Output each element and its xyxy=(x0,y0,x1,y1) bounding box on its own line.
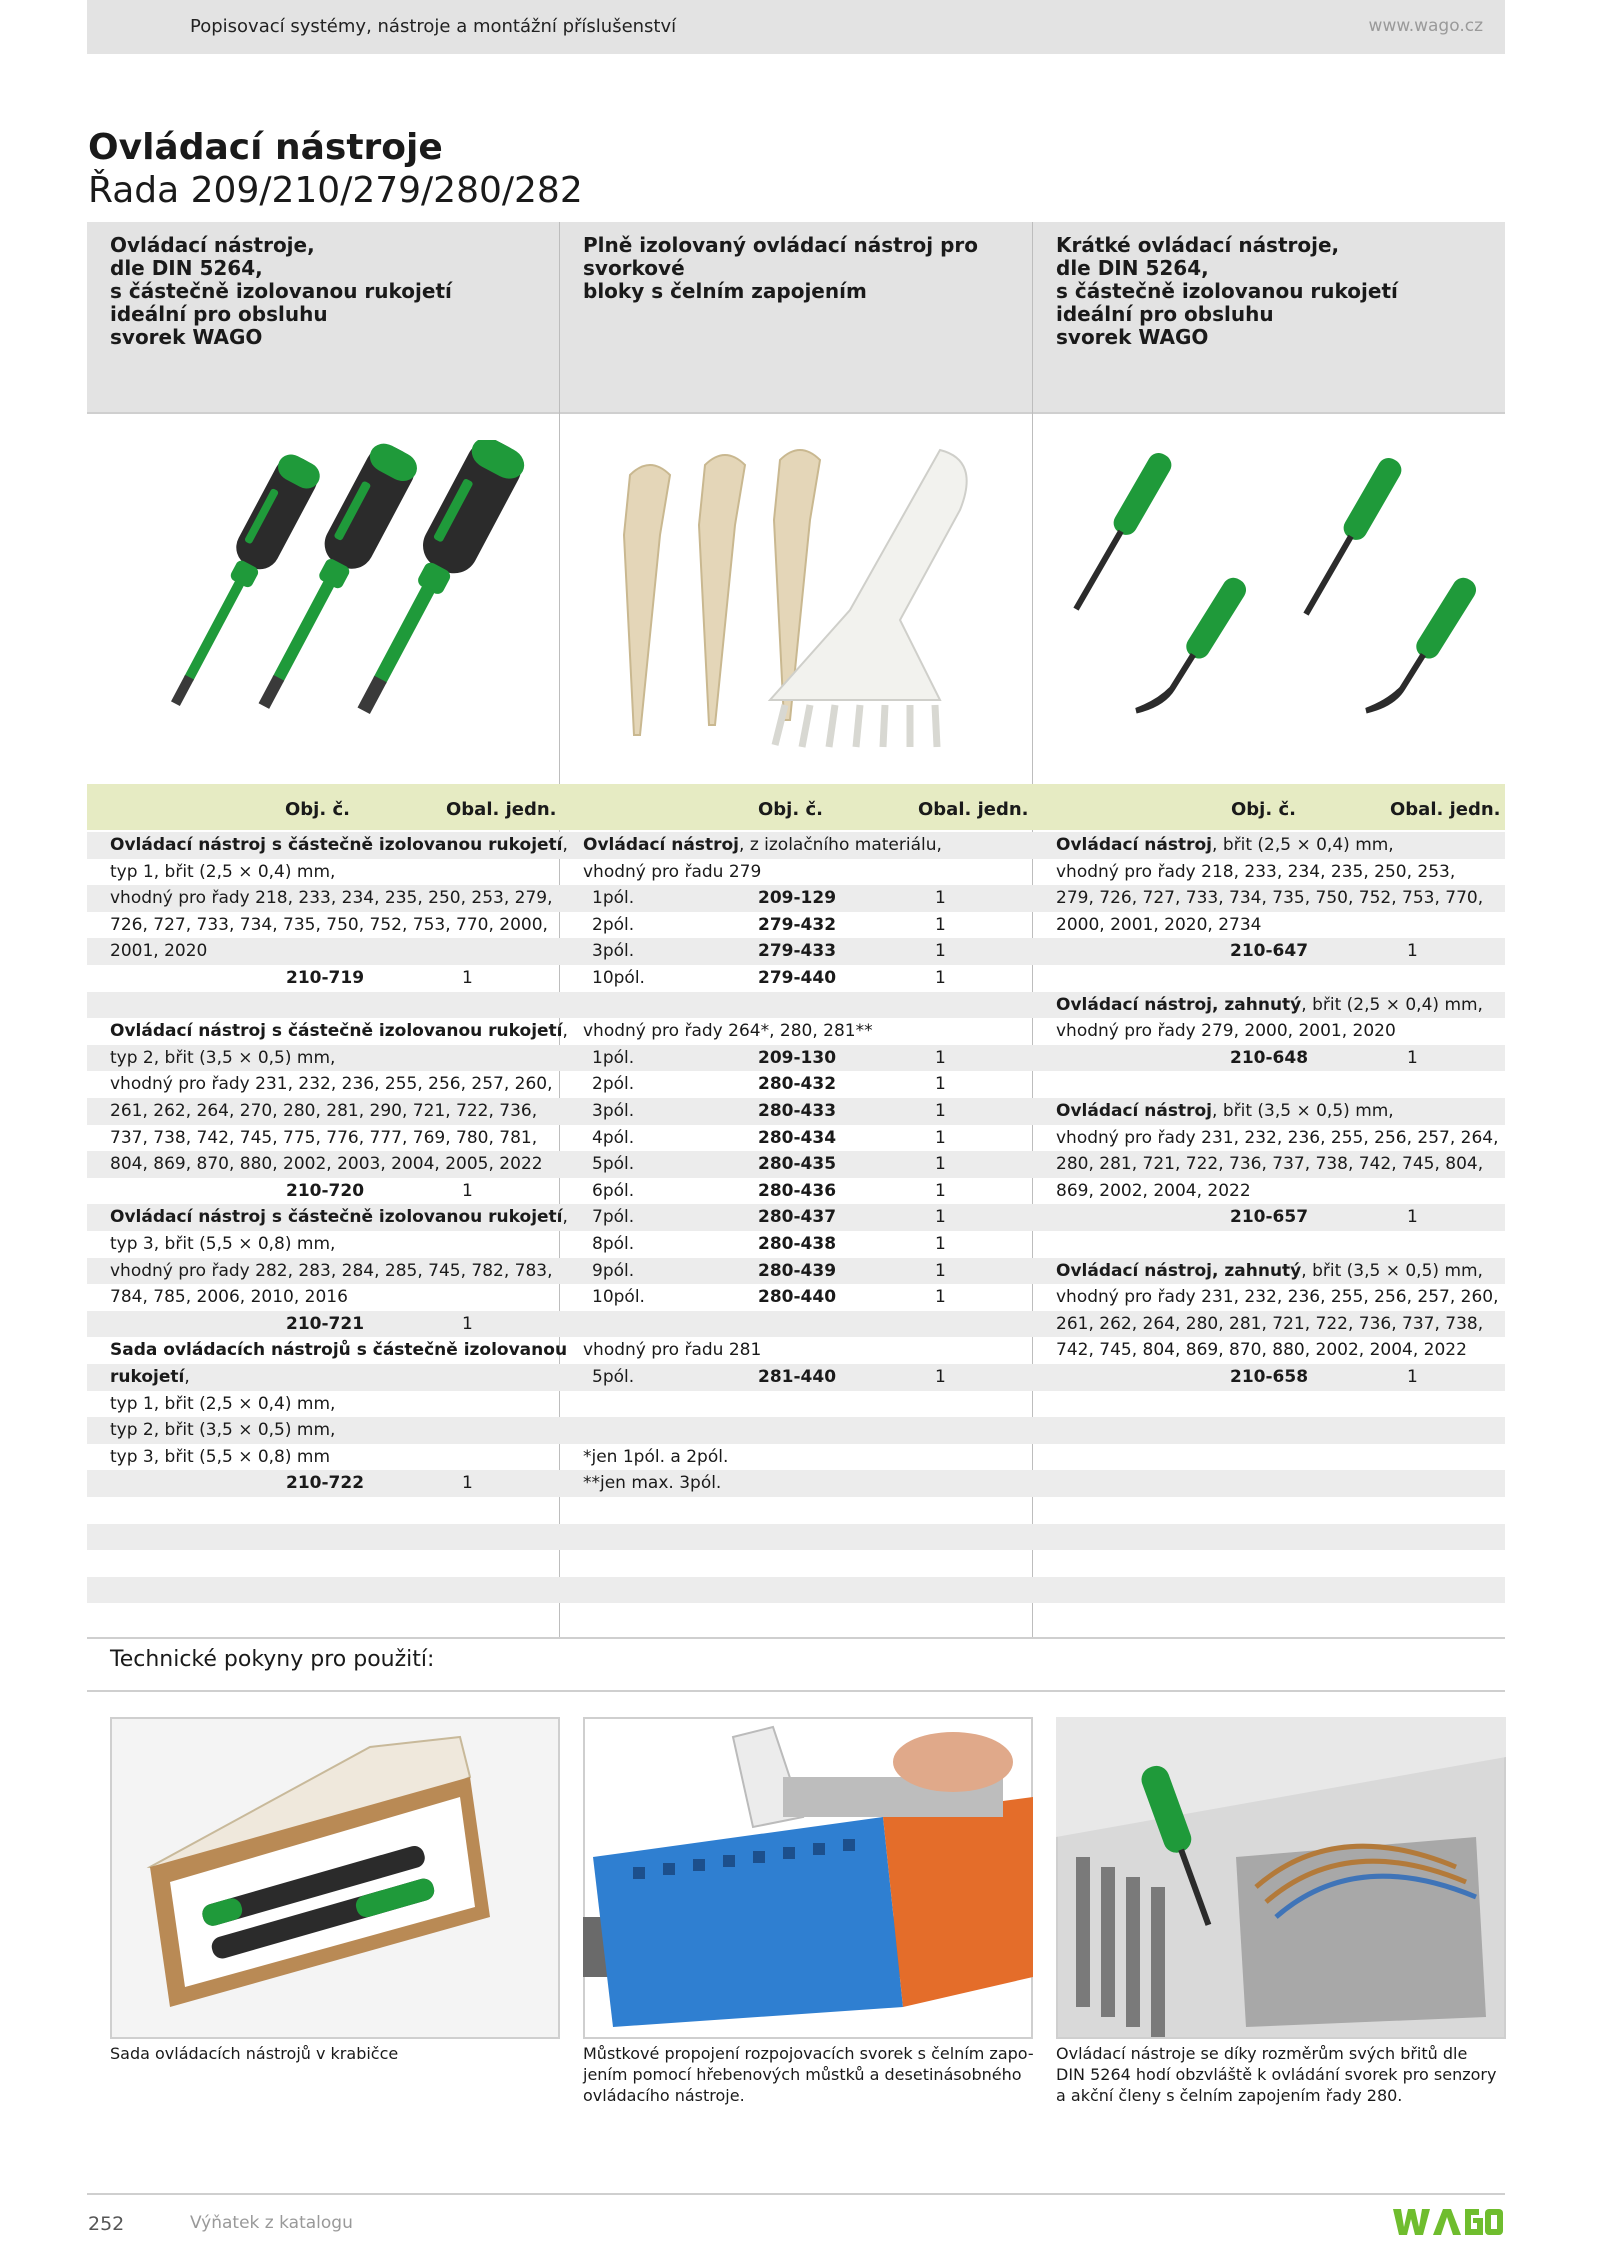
pole-count: 1pól. xyxy=(592,888,635,909)
pole-count: 10pól. xyxy=(592,1287,645,1308)
comb-bridge-photo xyxy=(583,1717,1033,2039)
pole-count: 3pól. xyxy=(592,1101,635,1121)
product-name: rukojetí xyxy=(110,1367,185,1387)
table-row-text xyxy=(1056,1261,1483,1281)
caption-tool-box: Sada ovládacích nástrojů v krabičce xyxy=(110,2044,399,2063)
item-number: 210-658 xyxy=(1230,1367,1309,1387)
pole-count: 9pól. xyxy=(592,1260,635,1281)
screwdriver-set-photo xyxy=(110,440,540,760)
pole-count: 4pól. xyxy=(592,1127,635,1148)
item-number: 281-440 xyxy=(758,1367,837,1387)
table-row-text xyxy=(110,915,548,935)
product-description: typ 3, břit (5,5 × 0,8) mm xyxy=(110,1446,331,1467)
pack-unit: 1 xyxy=(935,1260,946,1281)
website-link[interactable]: www.wago.cz xyxy=(1368,16,1483,36)
pack-unit: 1 xyxy=(935,1207,946,1228)
product-description: 742, 745, 804, 869, 870, 880, 2002, 2004, 2022 xyxy=(1056,1340,1467,1361)
product-description: 784, 785, 2006, 2010, 2016 xyxy=(110,1287,348,1308)
item-number: 280-435 xyxy=(758,1154,837,1175)
product-description: , xyxy=(184,1367,190,1387)
pack-unit: 1 xyxy=(1407,941,1418,962)
product-description: , břit (2,5 × 0,4) mm, xyxy=(1301,994,1483,1015)
footer-note: Výňatek z katalogu xyxy=(190,2213,353,2233)
table-row-text xyxy=(1056,1287,1499,1307)
product-description: typ 1, břit (2,5 × 0,4) mm, xyxy=(110,861,336,882)
table-row-text xyxy=(583,862,761,882)
column-header-pack-unit: Obal. jedn. xyxy=(1390,799,1501,820)
pack-unit: 1 xyxy=(935,1367,946,1387)
product-description: *jen 1pól. a 2pól. xyxy=(583,1446,729,1467)
item-number: 210-720 xyxy=(286,1180,365,1201)
pack-unit: 1 xyxy=(1407,1207,1418,1228)
item-number: 279-432 xyxy=(758,914,837,935)
product-description: , xyxy=(562,1021,568,1042)
table-row-text xyxy=(1056,1128,1499,1148)
panel-bottom-rule xyxy=(87,412,1505,414)
table-row-text xyxy=(1056,1340,1467,1360)
table-row-text xyxy=(110,941,207,961)
product-description: vhodný pro řady 231, 232, 236, 255, 256, 257, 264, xyxy=(1056,1127,1499,1148)
pack-unit: 1 xyxy=(935,1127,946,1148)
product-description: 737, 738, 742, 745, 775, 776, 777, 769, 780, 781, xyxy=(110,1127,538,1148)
table-row-stripe xyxy=(87,1524,1505,1551)
product-description: vhodný pro řady 231, 232, 236, 255, 256, 257, 260, xyxy=(1056,1287,1499,1308)
item-number: 279-433 xyxy=(758,941,837,962)
table-row-text xyxy=(110,888,553,908)
top-bar xyxy=(87,0,1505,54)
item-number: 210-657 xyxy=(1230,1207,1309,1228)
tech-notes-rule xyxy=(87,1690,1505,1692)
pack-unit: 1 xyxy=(462,1313,473,1334)
column-header-item-no: Obj. č. xyxy=(758,799,823,820)
product-name: Ovládací nástroj, zahnutý xyxy=(1056,994,1302,1015)
product-description: vhodný pro řady 218, 233, 234, 235, 250, 253, xyxy=(1056,861,1456,882)
pole-count: 6pól. xyxy=(592,1180,635,1201)
item-number: 280-439 xyxy=(758,1260,837,1281)
item-number: 280-437 xyxy=(758,1207,837,1228)
pole-count: 8pól. xyxy=(592,1234,635,1254)
product-name: Ovládací nástroj s částečně izolovanou rukojetí xyxy=(110,1207,563,1228)
table-row-text xyxy=(583,1473,721,1493)
tool-box-photo xyxy=(110,1717,560,2039)
product-name: Sada ovládacích nástrojů s částečně izolovanou xyxy=(110,1340,568,1361)
item-number: 210-721 xyxy=(286,1313,365,1334)
product-description: 726, 727, 733, 734, 735, 750, 752, 753, 770, 2000, xyxy=(110,914,548,935)
sensor-terminal-photo xyxy=(1056,1717,1506,2039)
pole-count: 7pól. xyxy=(592,1207,635,1228)
table-row-text xyxy=(110,1261,553,1281)
pack-unit: 1 xyxy=(462,1473,473,1494)
pole-count: 10pól. xyxy=(592,968,645,988)
item-number: 280-433 xyxy=(758,1101,837,1121)
pack-unit: 1 xyxy=(935,1101,946,1121)
table-row-text xyxy=(1056,1101,1394,1121)
pack-unit: 1 xyxy=(935,968,946,988)
table-row-text xyxy=(583,1447,728,1467)
item-number: 279-440 xyxy=(758,968,837,988)
tech-notes-title: Technické pokyny pro použití: xyxy=(110,1647,435,1672)
product-description: 261, 262, 264, 280, 281, 721, 722, 736, 737, 738, xyxy=(1056,1313,1484,1334)
item-number: 210-722 xyxy=(286,1473,365,1494)
table-row-text xyxy=(1056,915,1261,935)
table-row-text xyxy=(1056,995,1483,1015)
pack-unit: 1 xyxy=(935,888,946,909)
product-description: typ 3, břit (5,5 × 0,8) mm, xyxy=(110,1234,336,1254)
pole-count: 5pól. xyxy=(592,1367,635,1387)
product-description: 2000, 2001, 2020, 2734 xyxy=(1056,914,1262,935)
table-row-text xyxy=(110,1420,335,1440)
product-description: , břit (3,5 × 0,5) mm, xyxy=(1212,1101,1394,1121)
table-row-text xyxy=(110,835,568,855)
pole-count: 2pól. xyxy=(592,914,635,935)
table-row-text xyxy=(110,1021,568,1041)
intro-panel-text: Krátké ovládací nástroje, dle DIN 5264, s částečně izolovanou rukojetí ideální pro obsluhu svorek WAGO xyxy=(1056,233,1398,349)
item-number: 210-719 xyxy=(286,968,365,988)
product-description: 869, 2002, 2004, 2022 xyxy=(1056,1180,1251,1201)
page-subtitle: Řada 209/210/279/280/282 xyxy=(88,170,583,211)
item-number: 209-129 xyxy=(758,888,837,909)
intro-panel-2 xyxy=(560,222,1032,414)
pack-unit: 1 xyxy=(462,968,473,988)
page-number: 252 xyxy=(88,2213,125,2235)
item-number: 210-648 xyxy=(1230,1047,1309,1068)
intro-panel-text: Plně izolovaný ovládací nástroj pro svorkové bloky s čelním zapojením xyxy=(583,233,979,303)
table-row-text xyxy=(110,1101,537,1121)
column-header-pack-unit: Obal. jedn. xyxy=(918,799,1029,820)
column-header-item-no: Obj. č. xyxy=(1231,799,1296,820)
item-number: 280-432 xyxy=(758,1074,837,1095)
table-row-text xyxy=(583,835,942,855)
table-row-text xyxy=(110,862,335,882)
product-description: vhodný pro řady 264*, 280, 281** xyxy=(583,1021,873,1042)
pole-count: 5pól. xyxy=(592,1154,635,1175)
item-number: 209-130 xyxy=(758,1047,837,1068)
item-number: 280-434 xyxy=(758,1127,837,1148)
table-row-text xyxy=(110,1447,330,1467)
table-row-text xyxy=(110,1207,568,1227)
pack-unit: 1 xyxy=(935,1287,946,1308)
table-row-text xyxy=(110,1340,567,1360)
table-row-text xyxy=(110,1234,335,1254)
table-row-text xyxy=(1056,1181,1251,1201)
table-row-text xyxy=(583,1021,873,1041)
pack-unit: 1 xyxy=(1407,1047,1418,1068)
intro-panel-3 xyxy=(1033,222,1505,414)
product-description: vhodný pro řady 279, 2000, 2001, 2020 xyxy=(1056,1021,1396,1042)
table-row-text xyxy=(1056,888,1483,908)
product-description: typ 2, břit (3,5 × 0,5) mm, xyxy=(110,1047,336,1068)
short-tools-photo xyxy=(1050,440,1500,760)
product-description: vhodný pro řadu 279 xyxy=(583,861,762,882)
table-row-text xyxy=(1056,1154,1483,1174)
table-row-text xyxy=(1056,1314,1483,1334)
table-row-text xyxy=(110,1074,553,1094)
product-description: typ 2, břit (3,5 × 0,5) mm, xyxy=(110,1420,336,1441)
product-description: typ 1, břit (2,5 × 0,4) mm, xyxy=(110,1393,336,1414)
pack-unit: 1 xyxy=(935,1234,946,1254)
product-description: 280, 281, 721, 722, 736, 737, 738, 742, 745, 804, xyxy=(1056,1154,1484,1175)
caption-sensor-terminal: Ovládací nástroje se díky rozměrům svých břitů dle DIN 5264 hodí obzvláště k ovládání svorek pro senzory a akční členy s čelním zapojením řady 280. xyxy=(1056,2044,1497,2105)
item-number: 280-440 xyxy=(758,1287,837,1308)
table-row-stripe xyxy=(87,1577,1505,1604)
table-row-text xyxy=(1056,862,1455,882)
table-row-text xyxy=(110,1367,190,1387)
pack-unit: 1 xyxy=(935,1180,946,1201)
product-description: , z izolačního materiálu, xyxy=(739,835,942,855)
table-row-text xyxy=(110,1154,543,1174)
pack-unit: 1 xyxy=(935,914,946,935)
table-row-text xyxy=(1056,835,1394,855)
wago-logo xyxy=(1393,2205,1503,2239)
product-name: Ovládací nástroj s částečně izolovanou rukojetí xyxy=(110,835,563,855)
pack-unit: 1 xyxy=(935,1047,946,1068)
product-description: vhodný pro řady 218, 233, 234, 235, 250, 253, 279, xyxy=(110,888,553,909)
column-header-pack-unit: Obal. jedn. xyxy=(446,799,557,820)
pack-unit: 1 xyxy=(935,1074,946,1095)
pack-unit: 1 xyxy=(462,1180,473,1201)
product-description: 279, 726, 727, 733, 734, 735, 750, 752, 753, 770, xyxy=(1056,888,1484,909)
product-name: Ovládací nástroj s částečně izolovanou rukojetí xyxy=(110,1021,563,1042)
product-description: 2001, 2020 xyxy=(110,941,208,962)
product-description: , xyxy=(562,1207,568,1228)
table-row-text xyxy=(110,1048,335,1068)
product-description: 804, 869, 870, 880, 2002, 2003, 2004, 2005, 2022 xyxy=(110,1154,543,1175)
product-description: vhodný pro řadu 281 xyxy=(583,1340,762,1361)
table-row-text xyxy=(110,1287,348,1307)
product-description: 261, 262, 264, 270, 280, 281, 290, 721, 722, 736, xyxy=(110,1101,538,1121)
product-description: **jen max. 3pól. xyxy=(583,1473,722,1494)
page-title: Ovládací nástroje xyxy=(88,127,443,168)
table-row-text xyxy=(110,1128,537,1148)
intro-panel-1 xyxy=(87,222,559,414)
product-name: Ovládací nástroj, zahnutý xyxy=(1056,1260,1302,1281)
product-name: Ovládací nástroj xyxy=(1056,835,1213,855)
product-description: vhodný pro řady 282, 283, 284, 285, 745, 782, 783, xyxy=(110,1260,553,1281)
pole-count: 3pól. xyxy=(592,941,635,962)
product-description: , břit (2,5 × 0,4) mm, xyxy=(1212,835,1394,855)
pole-count: 1pól. xyxy=(592,1047,635,1068)
product-description: vhodný pro řady 231, 232, 236, 255, 256, 257, 260, xyxy=(110,1074,553,1095)
column-header-item-no: Obj. č. xyxy=(285,799,350,820)
table-row-text xyxy=(110,1394,335,1414)
caption-comb-bridge: Můstkové propojení rozpojovacích svorek s čelním zapo- jením pomocí hřebenových můstků a desetinásobného ovládacího nástroje. xyxy=(583,2044,1034,2105)
product-description: , xyxy=(562,835,568,855)
item-number: 210-647 xyxy=(1230,941,1309,962)
insulated-tools-photo xyxy=(570,435,1020,765)
product-name: Ovládací nástroj xyxy=(1056,1101,1213,1121)
category-title: Popisovací systémy, nástroje a montážní příslušenství xyxy=(190,16,677,37)
item-number: 280-436 xyxy=(758,1180,837,1201)
pole-count: 2pól. xyxy=(592,1074,635,1095)
pack-unit: 1 xyxy=(1407,1367,1418,1387)
table-bottom-rule xyxy=(87,1637,1505,1639)
footer-rule xyxy=(87,2193,1505,2195)
product-description: , břit (3,5 × 0,5) mm, xyxy=(1301,1260,1483,1281)
pack-unit: 1 xyxy=(935,1154,946,1175)
pack-unit: 1 xyxy=(935,941,946,962)
item-number: 280-438 xyxy=(758,1234,837,1254)
intro-panel-text: Ovládací nástroje, dle DIN 5264, s částečně izolovanou rukojetí ideální pro obsluhu svorek WAGO xyxy=(110,233,452,349)
table-row-text xyxy=(583,1340,761,1360)
table-row-text xyxy=(1056,1021,1396,1041)
product-name: Ovládací nástroj xyxy=(583,835,740,855)
